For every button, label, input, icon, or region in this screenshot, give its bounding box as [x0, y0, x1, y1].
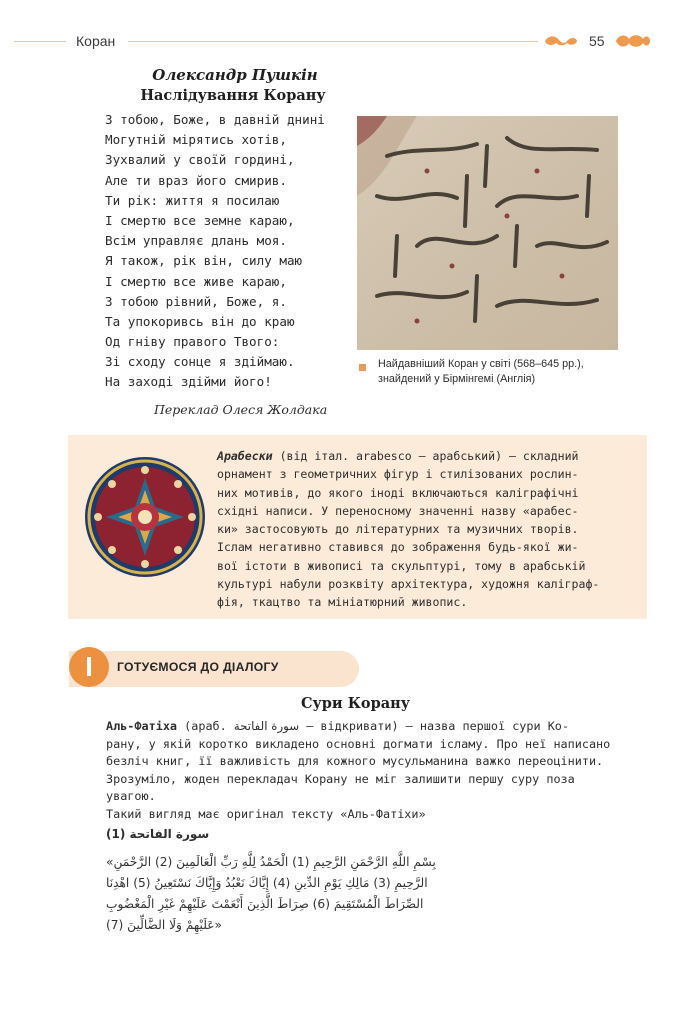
paragraph-intro: Такий вигляд має оригінал тексту «Аль-Фатіхи» [106, 806, 426, 821]
arabic-term: سورة الفاتحة [233, 719, 300, 733]
definition-line: них мотивів, до якого іноді включаються каліграфічні [217, 485, 579, 500]
poem-line: Ти рік: життя я посилаю [105, 192, 280, 208]
definition-line: орнамент з геометричних фігур і стилізованих рослин- [217, 467, 579, 482]
definition-line: східні написи. У переносному значенні назву «арабес- [217, 503, 579, 518]
arabic-line: عَلَيْهِمْ وَلَا الضَّالِّينَ (7)» [106, 918, 222, 932]
subsection-title: Сури Корану [300, 695, 411, 712]
poem-line: З тобою, Боже, в давній днині [105, 112, 325, 127]
poem-line: Але ти враз його смирив. [105, 172, 287, 188]
paragraph-line: безліч книг, її важливість для кожного мусульманина важко переоцінити. [106, 754, 604, 769]
poem-line: Та упокоривсь він до краю [105, 313, 295, 329]
definition-line: вої істоти в живописі та скульптурі, тому в арабській [217, 558, 586, 573]
ornament-icon [543, 34, 579, 48]
term-al-fatiha: Аль-Фатіха [106, 719, 178, 733]
paragraph-line: увагою. [106, 789, 156, 804]
poem-line: Могутній мірятись хотів, [105, 132, 287, 148]
page-number: 55 [589, 33, 605, 49]
term-arabesque: Арабески [217, 449, 273, 463]
poem-line: Од гніву правого Твого: [105, 334, 280, 350]
arabic-line: «بِسْمِ اللَّهِ الرَّحْمَنِ الرَّحِيمِ (1) الْحَمْدُ لِلَّهِ رَبِّ الْعَالَمِينَ (2) الرَّحْمَنِ [106, 855, 436, 869]
definition-line: (від італ. arabesco — арабський) — складний [272, 449, 579, 463]
poem-line: Зухвалий у своїй гордині, [105, 152, 295, 168]
ornament-icon [614, 32, 652, 50]
quran-manuscript-photo [357, 116, 618, 350]
poem-title: Наслідування Корану [140, 87, 326, 104]
paragraph-line: рану, у якій коротко викладено основні догмати ісламу. Про неї написано [106, 736, 611, 751]
arabic-line: الصِّرَاطَ الْمُسْتَقِيمَ (6) صِرَاطَ الَّذِينَ أَنْعَمْتَ عَلَيْهِمْ غَيْرِ الْمَغْضُوبِ [106, 897, 424, 911]
paragraph-line: Зрозуміло, жоден перекладач Корану не міг залишити першу суру поза [106, 771, 575, 786]
poem-text [105, 110, 325, 393]
poem-line: Зі сходу сонце я здіймаю. [105, 354, 295, 370]
poem-translator: Переклад Олеся Жолдака [154, 402, 328, 417]
running-header-title: Коран [76, 33, 116, 49]
arabic-line: الرَّحِيمِ (3) مَالِكِ يَوْمِ الدِّينِ (4) إِيَّاكَ نَعْبُدُ وَإِيَّاكَ نَسْتَعِينُ (5) اهْدِنَا [106, 876, 428, 890]
definition-line: фія, ткацтво та мініатюрний живопис. [217, 595, 468, 610]
header-rule [128, 41, 538, 42]
arabesque-definition [217, 447, 635, 612]
poem-line: Я також, рік він, силу маю [105, 253, 303, 269]
section-number-badge: I [69, 647, 109, 687]
poem-author: Олександр Пушкін [152, 66, 318, 84]
arabesque-rosette-image [84, 456, 206, 578]
photo-caption [378, 357, 640, 387]
definition-line: ки» застосовують до літературних та музичних творів. [217, 522, 579, 537]
section-title: ГОТУЄМОСЯ ДО ДІАЛОГУ [117, 660, 279, 674]
definition-line: Іслам негативно ставився до зображення будь-якої жи- [217, 540, 579, 555]
arabic-sura-heading: سورة الفاتحة (1) [106, 827, 210, 841]
poem-line: Всім управляє длань моя. [105, 233, 287, 249]
caption-line: знайдений у Бірмінгемі (Англія) [378, 373, 536, 385]
poem-line: І смертю все живе караю, [105, 273, 287, 289]
definition-line: культурі набули розквіту архітектура, художня каліграф- [217, 577, 600, 592]
header-rule-left [14, 41, 66, 42]
poem-line: З тобою рівний, Боже, я. [105, 293, 287, 309]
poem-line: І смертю все земне караю, [105, 212, 295, 228]
suras-paragraph: Аль-Фатіха (араб. سورة الفاتحة — відкривати) — назва першої сури Ко- рану, у якій коротко викладено основні догмати ісламу. Про неї написано безліч книг, її важливість для кожного мусульманина важко переоцінити. Зрозуміло, жоден перекладач Корану не міг залишити першу суру поза увагою. Такий вигляд має оригінал тексту «Аль-Фатіхи» [106, 718, 618, 824]
arabic-text [106, 852, 618, 936]
caption-bullet-icon [359, 364, 366, 371]
poem-line: На заході здійми його! [105, 374, 272, 390]
caption-line: Найдавніший Коран у світі (568–645 рр.), [378, 358, 584, 370]
